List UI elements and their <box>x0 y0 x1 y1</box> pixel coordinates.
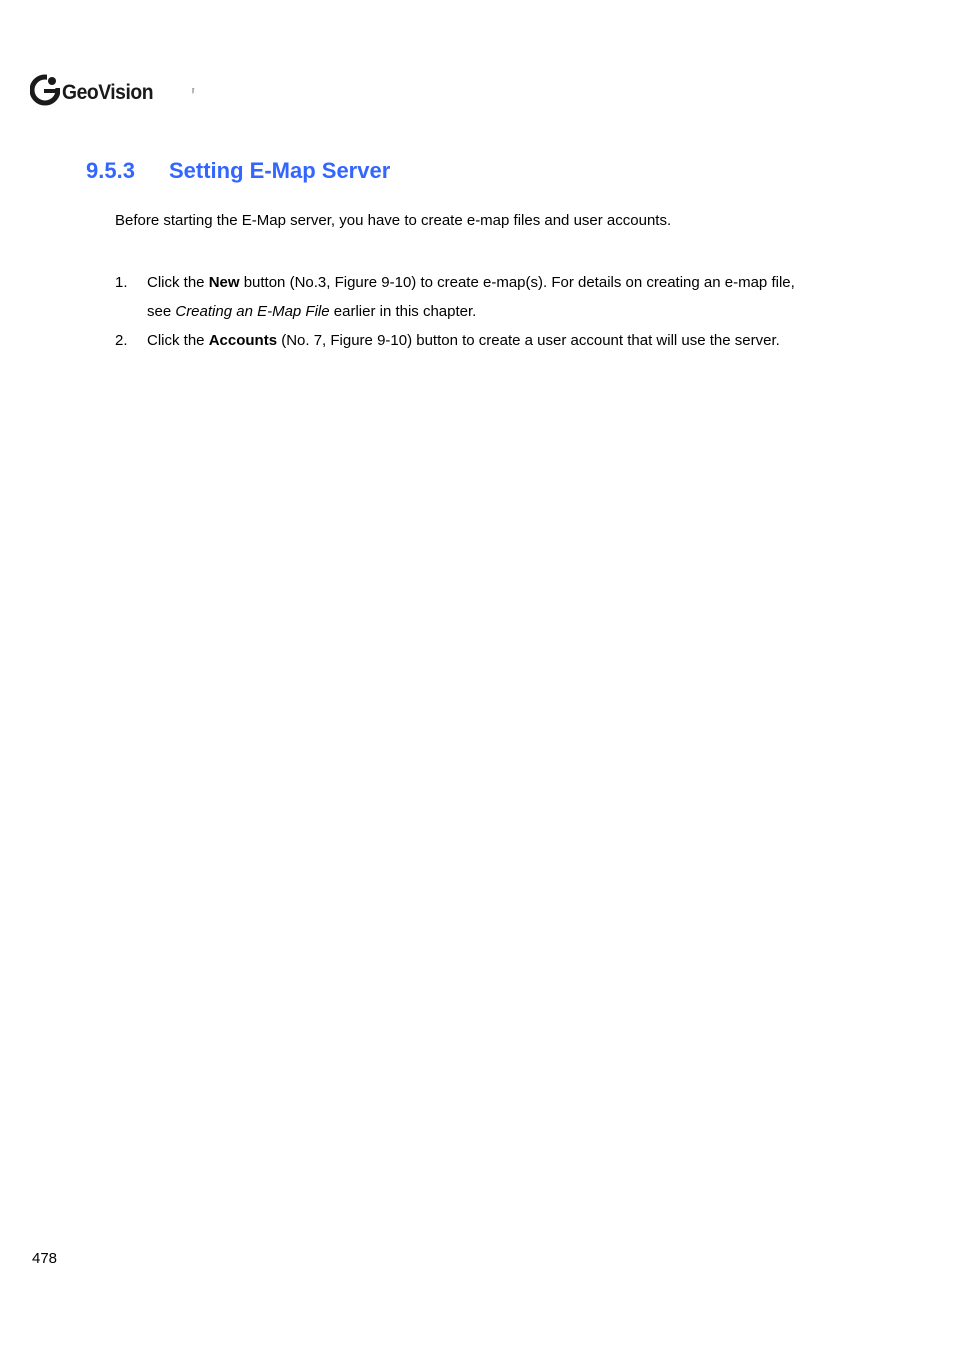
step-text-pre: Click the <box>147 274 209 291</box>
button-name-new: New <box>208 274 240 291</box>
intro-paragraph: Before starting the E-Map server, you have to create e-map files and user accounts. <box>115 212 672 229</box>
step-number: 2. <box>115 332 128 349</box>
step-text <box>147 326 855 355</box>
button-name-accounts: Accounts <box>208 332 278 349</box>
cross-reference: Creating an E-Map File <box>175 303 330 320</box>
step-text-pre: Click the <box>147 332 209 349</box>
section-heading <box>86 158 390 184</box>
step-text-post: earlier in this chapter. <box>329 303 477 320</box>
page-number: 478 <box>32 1250 58 1267</box>
brand-logo <box>30 72 196 108</box>
step-text <box>147 268 855 297</box>
section-number: 9.5.3 <box>86 158 135 183</box>
section-title: Setting E-Map Server <box>169 158 391 183</box>
step-text-pre: see <box>147 303 176 320</box>
steps-list <box>115 268 855 355</box>
step-text-post: (No. 7, Figure 9-10) button to create a user account that will use the server. <box>277 332 780 349</box>
step-text-post: button (No.3, Figure 9-10) to create e-map(s). For details on creating an e-map file, <box>239 274 795 291</box>
list-item <box>115 326 855 355</box>
geovision-logo-icon <box>30 74 60 106</box>
list-item <box>115 268 855 326</box>
step-number: 1. <box>115 274 128 291</box>
step-text-continued <box>147 297 855 326</box>
brand-name: GeoVision <box>62 81 154 104</box>
brand-suffix: Inc. <box>191 88 196 95</box>
